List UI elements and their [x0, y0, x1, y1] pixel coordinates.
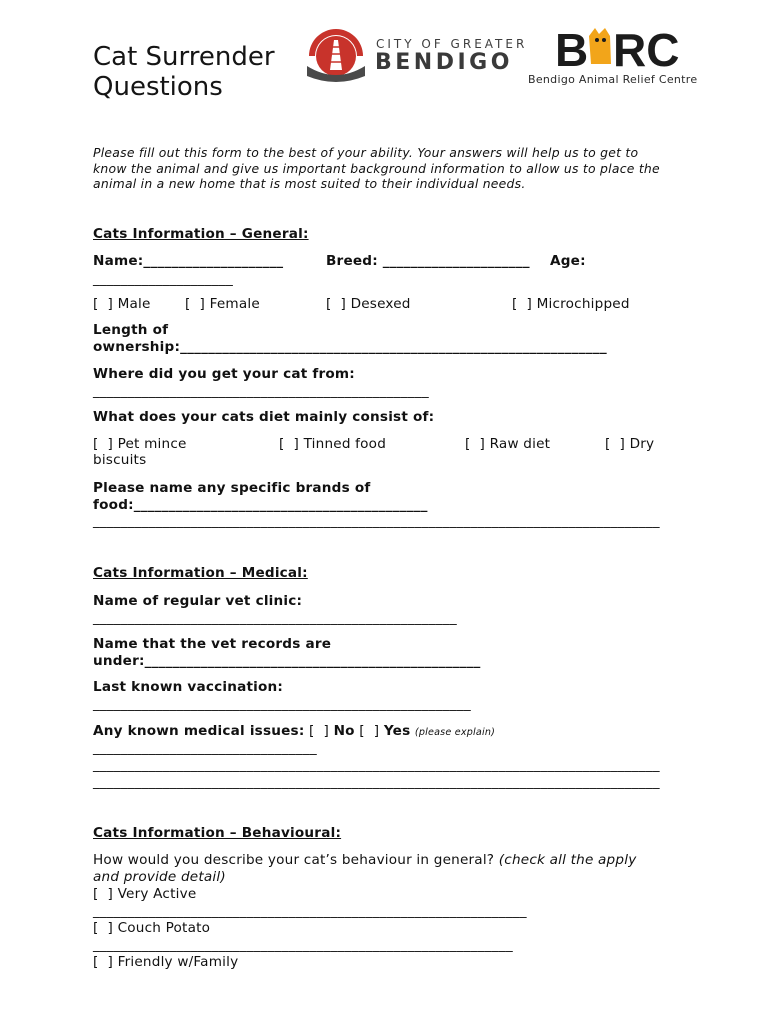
- vet-records-field[interactable]: under:________________________________________________: [93, 653, 481, 669]
- medical-issues-field-1[interactable]: ________________________________: [93, 740, 317, 756]
- couch-potato-checkbox[interactable]: [ ] Couch Potato: [93, 920, 211, 936]
- medical-issues-row: [93, 723, 495, 741]
- brands-label: Please name any specific brands of: [93, 480, 371, 496]
- medical-issues-label: Any known medical issues:: [93, 723, 305, 739]
- section-heading-behavioural: Cats Information – Behavioural:: [93, 825, 342, 841]
- where-label: Where did you get your cat from:: [93, 366, 355, 382]
- brands-field[interactable]: food:__________________________________________: [93, 497, 428, 513]
- vet-clinic-field[interactable]: ____________________________________________________: [93, 610, 457, 626]
- vet-clinic-label: Name of regular vet clinic:: [93, 593, 303, 609]
- yes-checkbox[interactable]: [ ]: [359, 723, 380, 739]
- vaccination-label: Last known vaccination:: [93, 679, 284, 695]
- intro-paragraph: Please fill out this form to the best of your ability. Your answers will help us to get to know the animal and give us important background information to allow us to place the animal in a new home that is most suited to their individual needs.: [93, 145, 660, 191]
- couch-potato-field[interactable]: ____________________________________________________________: [93, 937, 513, 953]
- desexed-checkbox[interactable]: [ ] Desexed: [326, 296, 411, 312]
- medical-issues-field-2[interactable]: _________________________________________________________________________________: [93, 757, 660, 773]
- council-name-small: CITY OF GREATER: [376, 37, 528, 51]
- title-line-2: Questions: [93, 72, 223, 102]
- ownership-label: Length of: [93, 322, 169, 338]
- section-heading-general: Cats Information – General:: [93, 226, 309, 242]
- very-active-checkbox[interactable]: [ ] Very Active: [93, 886, 197, 902]
- diet-label: What does your cats diet mainly consist of:: [93, 409, 435, 425]
- tinned-food-checkbox[interactable]: [ ] Tinned food: [279, 436, 387, 452]
- breed-field[interactable]: Breed: _____________________: [326, 253, 530, 269]
- brands-field-extra[interactable]: _________________________________________________________________________________: [93, 513, 660, 529]
- pet-mince-checkbox[interactable]: [ ] Pet mince: [93, 436, 187, 452]
- city-of-bendigo-logo: [305, 26, 367, 84]
- page-title: [93, 42, 275, 102]
- ownership-field[interactable]: ownership:_____________________________________________________________: [93, 339, 607, 355]
- microchipped-checkbox[interactable]: [ ] Microchipped: [512, 296, 630, 312]
- section-heading-medical: Cats Information – Medical:: [93, 565, 308, 581]
- female-checkbox[interactable]: [ ] Female: [185, 296, 260, 312]
- dry-biscuits-checkbox[interactable]: [ ] Dry: [605, 436, 655, 452]
- no-checkbox[interactable]: [ ]: [309, 723, 330, 739]
- behaviour-question-hint: (check all the apply: [498, 852, 637, 868]
- age-field[interactable]: ____________________: [93, 271, 233, 287]
- where-field[interactable]: ________________________________________________: [93, 383, 429, 399]
- birc-logo: [555, 24, 680, 74]
- yes-label: Yes: [383, 723, 411, 739]
- vet-records-label: Name that the vet records are: [93, 636, 332, 652]
- council-name-big: BENDIGO: [375, 50, 513, 75]
- medical-issues-field-3[interactable]: _________________________________________________________________________________: [93, 774, 660, 790]
- friendly-family-checkbox[interactable]: [ ] Friendly w/Family: [93, 954, 239, 970]
- svg-text:B: B: [555, 24, 590, 74]
- behaviour-question: [93, 852, 636, 869]
- behaviour-question-hint-2: and provide detail): [93, 869, 226, 885]
- title-line-1: Cat Surrender: [93, 42, 275, 72]
- very-active-field[interactable]: ______________________________________________________________: [93, 903, 527, 919]
- explain-hint: (please explain): [414, 727, 496, 738]
- birc-subtitle: Bendigo Animal Relief Centre: [528, 73, 698, 86]
- behaviour-question-text: How would you describe your cat’s behaviour in general?: [93, 852, 495, 868]
- vaccination-field[interactable]: ______________________________________________________: [93, 696, 471, 712]
- name-field[interactable]: Name:____________________: [93, 253, 284, 269]
- no-label: No: [333, 723, 355, 739]
- svg-text:RC: RC: [613, 24, 680, 74]
- age-label: Age:: [550, 253, 586, 269]
- raw-diet-checkbox[interactable]: [ ] Raw diet: [465, 436, 551, 452]
- male-checkbox[interactable]: [ ] Male: [93, 296, 151, 312]
- dry-biscuits-label: biscuits: [93, 452, 147, 468]
